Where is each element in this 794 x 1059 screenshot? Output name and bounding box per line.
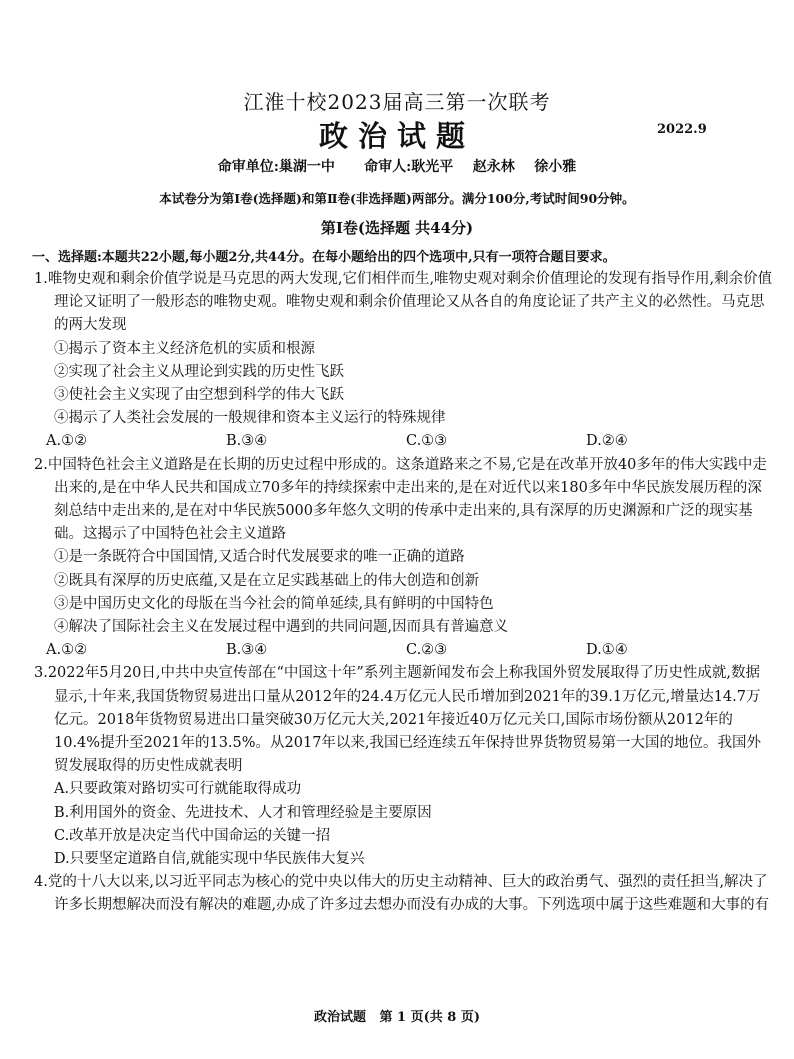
choice-a: A.只要政策对路切实可行就能取得成功 bbox=[54, 781, 302, 798]
statement-option: ②实现了社会主义从理论到实践的历史性飞跃 bbox=[54, 363, 344, 380]
answer-choices bbox=[34, 639, 774, 662]
choice-b: B.利用国外的资金、先进技术、人才和管理经验是主要原因 bbox=[54, 804, 432, 821]
choice-c: C.①③ bbox=[406, 433, 448, 450]
choice-d: D.只要坚定道路自信,就能实现中华民族伟大复兴 bbox=[54, 851, 365, 868]
section-instruction: 一、选择题:本题共22小题,每小题2分,共44分。在每小题给出的四个选项中,只有一项符合题目要求。 bbox=[32, 250, 616, 265]
question-stem: 2.中国特色社会主义道路是在长期的历史过程中形成的。这条道路来之不易,它是在改革开放40多年的伟大实践中走出来的,是在中华人民共和国成立70多年的持续探索中走出来的,是在对近代以来180多年中华民族发展历程的深刻总结中走出来的,是在对中华民族5000多年悠久文明的传承中走出来的,具有深厚的历史渊源和广泛的现实基础。这揭示了中国特色社会主义道路 bbox=[34, 456, 767, 543]
choice-b: B.③④ bbox=[226, 433, 268, 450]
question-1 bbox=[34, 268, 774, 454]
choice-d: D.①④ bbox=[586, 642, 628, 659]
statement-option: ④揭示了人类社会发展的一般规律和资本主义运行的特殊规律 bbox=[54, 410, 446, 427]
statement-option: ②既具有深厚的历史底蕴,又是在立足实践基础上的伟大创造和创新 bbox=[54, 572, 480, 589]
question-stem: 3.2022年5月20日,中共中央宣传部在“中国这十年”系列主题新闻发布会上称我国外贸发展取得了历史性成就,数据显示,十年来,我国货物贸易进出口量从2012年的24.4万亿元人民币增加到2021年的39.1万亿元,增量达14.7万亿元。2018年货物贸易进出口量突破30万亿元大关,2021年接近40万亿元关口,国际市场份额从2012年的10.4%提升至2021年的13.5%。从2017年以来,我国已经连续五年保持世界货物贸易第一大国的地位。我国外贸发展取得的历史性成就表明 bbox=[34, 665, 762, 775]
choice-b: B.③④ bbox=[226, 642, 268, 659]
exam-date: 2022.9 bbox=[657, 122, 707, 137]
statement-option: ④解决了国际社会主义在发展过程中遇到的共同问题,因而具有普遍意义 bbox=[54, 619, 509, 636]
question-4 bbox=[34, 871, 774, 917]
setters-line: 命审单位:巢湖一中 命审人:耿光平 赵永林 徐小雅 bbox=[217, 159, 577, 175]
question-2 bbox=[34, 454, 774, 663]
page-footer: 政治试题 第 1 页(共 8 页) bbox=[313, 1010, 481, 1025]
section-title: 第Ⅰ卷(选择题 共44分) bbox=[320, 219, 474, 237]
choice-c: C.②③ bbox=[406, 642, 448, 659]
question-stem: 4.党的十八大以来,以习近平同志为核心的党中央以伟大的历史主动精神、巨大的政治勇气、强烈的责任担当,解决了许多长期想解决而没有解决的难题,办成了许多过去想办而没有办成的大事。下列选项中属于这些难题和大事的有 bbox=[34, 874, 770, 914]
choice-c: C.改革开放是决定当代中国命运的关键一招 bbox=[54, 827, 331, 844]
answer-choices bbox=[34, 430, 774, 453]
statement-option: ①是一条既符合中国国情,又适合时代发展要求的唯一正确的道路 bbox=[54, 549, 465, 566]
questions-area bbox=[34, 268, 774, 918]
choice-a: A.①② bbox=[46, 433, 88, 450]
statement-option: ③使社会主义实现了由空想到科学的伟大飞跃 bbox=[54, 387, 344, 404]
statement-option: ③是中国历史文化的母版在当今社会的简单延续,具有鲜明的中国特色 bbox=[54, 595, 494, 612]
exam-title: 江淮十校2023届高三第一次联考 bbox=[243, 90, 551, 114]
choice-d: D.②④ bbox=[586, 433, 628, 450]
question-stem: 1.唯物史观和剩余价值学说是马克思的两大发现,它们相伴而生,唯物史观对剩余价值理论的发现有指导作用,剩余价值理论又证明了一般形态的唯物史观。唯物史观和剩余价值理论又从各自的角度论证了共产主义的必然性。马克思的两大发现 bbox=[34, 271, 773, 334]
exam-notice: 本试卷分为第Ⅰ卷(选择题)和第Ⅱ卷(非选择题)两部分。满分100分,考试时间90分钟。 bbox=[159, 191, 635, 206]
question-3 bbox=[34, 662, 774, 871]
subject-title: 政治试题 bbox=[318, 119, 475, 153]
statement-option: ①揭示了资本主义经济危机的实质和根源 bbox=[54, 340, 315, 357]
choice-a: A.①② bbox=[46, 642, 88, 659]
